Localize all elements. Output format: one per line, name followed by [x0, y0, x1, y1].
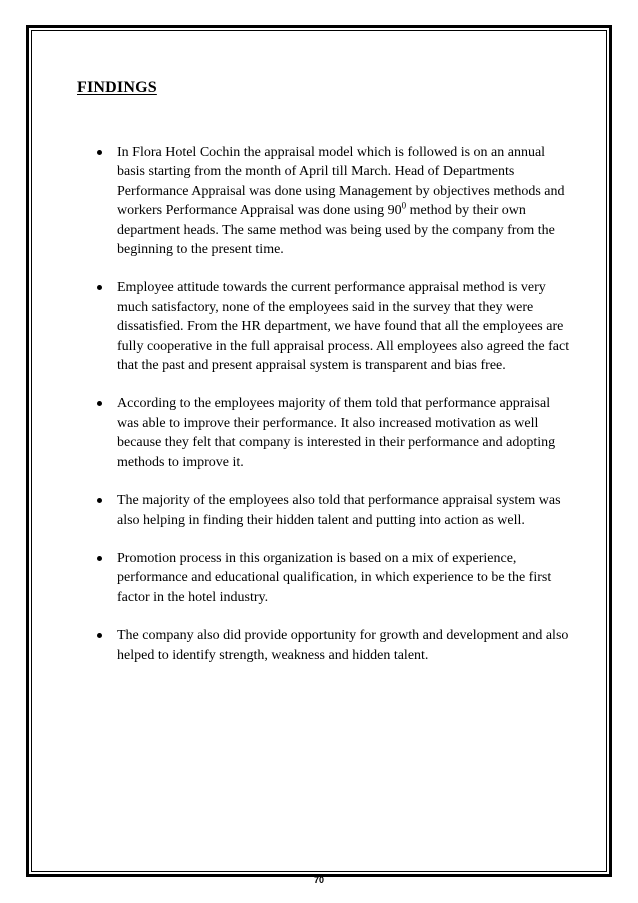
bullet-icon — [97, 556, 102, 561]
finding-text: The company also did provide opportunity for growth and development and also helped to identify strength, weakness and hidden talent. — [117, 628, 569, 663]
finding-text: Employee attitude towards the current performance appraisal method is very much satisfactory, none of the employees said in the survey that they were dissatisfied. From the HR department, we have found that all the employees are fully cooperative in the full appraisal process. All employees also agreed the fact that the past and present appraisal system is transparent and bias free. — [117, 280, 570, 374]
finding-item — [95, 143, 575, 259]
bullet-icon — [97, 285, 102, 290]
finding-text: According to the employees majority of them told that performance appraisal was able to improve their performance. It also increased motivation as well because they felt that company is interested in their performance and adopting methods to improve it. — [117, 396, 556, 470]
page-number: 70 — [313, 875, 324, 885]
finding-item — [95, 394, 575, 472]
finding-item — [95, 278, 575, 375]
bullet-icon — [97, 633, 102, 638]
page-heading: FINDINGS — [77, 79, 157, 96]
bullet-icon — [97, 150, 102, 155]
finding-text: Promotion process in this organization is based on a mix of experience, performance and educational qualification, in which experience to be the first factor in the hotel industry. — [117, 550, 552, 605]
finding-text-part: In Flora Hotel Cochin the appraisal model which is followed is on an annual basis starting from the month of April till March. Head of Departments Performance Appraisal was done using Management by objectives methods and workers Performance Appraisal was done using 90 — [117, 145, 565, 219]
finding-item — [95, 491, 575, 530]
finding-text — [117, 143, 575, 259]
findings-list — [95, 143, 575, 684]
finding-text: The majority of the employees also told that performance appraisal system was also helping in finding their hidden talent and putting into action as well. — [117, 493, 561, 528]
finding-item — [95, 626, 575, 665]
bullet-icon — [97, 498, 102, 503]
finding-text-part: method by their own department heads. The same method was being used by the company from the beginning to the present time. — [117, 203, 555, 258]
degree-superscript: 0 — [401, 200, 407, 211]
finding-item — [95, 549, 575, 607]
bullet-icon — [97, 401, 102, 406]
